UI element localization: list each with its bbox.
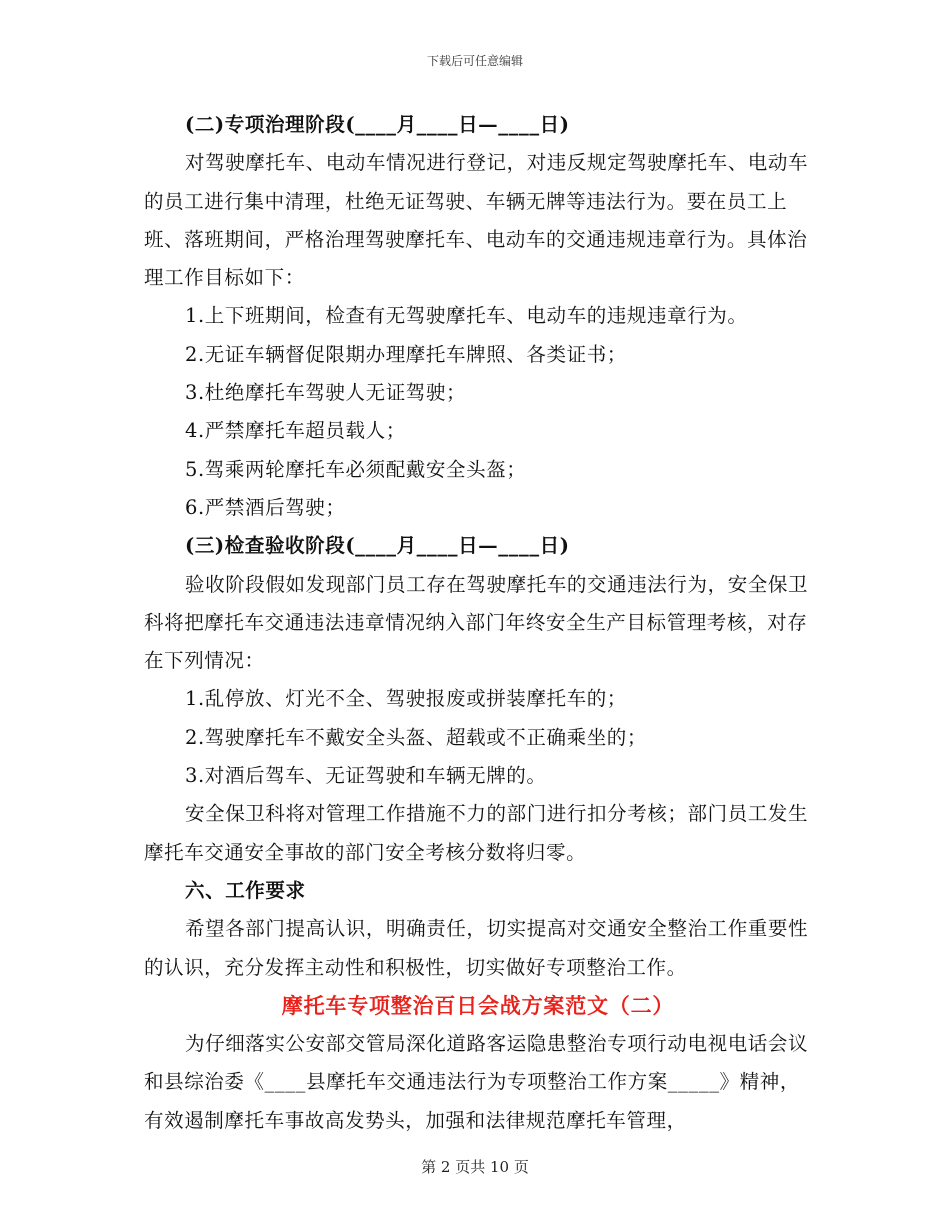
list-item: 1.乱停放、灯光不全、驾驶报废或拼装摩托车的； bbox=[185, 687, 627, 711]
document-title-part-two: 摩托车专项整治百日会战方案范文（二） bbox=[281, 992, 675, 1018]
document-body bbox=[144, 106, 812, 1140]
section-heading-acceptance-phase: (三)检查验收阶段(____月____日—____日) bbox=[185, 534, 570, 558]
list-item: 3.杜绝摩托车驾驶人无证驾驶； bbox=[185, 381, 467, 405]
list-item: 3.对酒后驾车、无证驾驶和车辆无牌的。 bbox=[185, 764, 547, 788]
page-header: 下载后可任意编辑 bbox=[426, 54, 523, 68]
paragraph: 验收阶段假如发现部门员工存在驾驶摩托车的交通违法行为，安全保卫科将把摩托车交通违法违章情况纳入部门年终安全生产目标管理考核，对存在下列情况： bbox=[144, 572, 809, 673]
section-heading-inspection-phase: (二)专项治理阶段(____月____日—____日) bbox=[185, 113, 570, 136]
paragraph: 对驾驶摩托车、电动车情况进行登记，对违反规定驾驶摩托车、电动车的员工进行集中清理，杜绝无证驾驶、车辆无牌等违法行为。要在员工上班、落班期间，严格治理驾驶摩托车、电动车的交通违规违章行为。具体治理工作目标如下： bbox=[144, 151, 809, 290]
list-item: 2.无证车辆督促限期办理摩托车牌照、各类证书； bbox=[185, 342, 627, 366]
section-heading-work-requirements: 六、工作要求 bbox=[185, 878, 306, 902]
paragraph: 希望各部门提高认识，明确责任，切实提高对交通安全整治工作重要性的认识，充分发挥主动性和积极性，切实做好专项整治工作。 bbox=[144, 917, 809, 979]
list-item: 6.严禁酒后驾驶； bbox=[185, 495, 346, 519]
list-item: 1.上下班期间，检查有无驾驶摩托车、电动车的违规违章行为。 bbox=[185, 304, 748, 328]
paragraph: 安全保卫科将对管理工作措施不力的部门进行扣分考核；部门员工发生摩托车交通安全事故的部门安全考核分数将归零。 bbox=[144, 802, 809, 864]
list-item: 4.严禁摩托车超员载人； bbox=[185, 419, 406, 443]
list-item: 5.驾乘两轮摩托车必须配戴安全头盔； bbox=[185, 457, 527, 481]
list-item: 2.驾驶摩托车不戴安全头盔、超载或不正确乘坐的； bbox=[185, 725, 648, 749]
paragraph: 为仔细落实公安部交管局深化道路客运隐患整治专项行动电视电话会议和县综治委《____县摩托车交通违法行为专项整治工作方案_____》精神，有效遏制摩托车事故高发势头，加强和法律规范摩托车管理， bbox=[144, 1032, 809, 1132]
page-footer: 第 2 页共 10 页 bbox=[421, 1158, 529, 1176]
